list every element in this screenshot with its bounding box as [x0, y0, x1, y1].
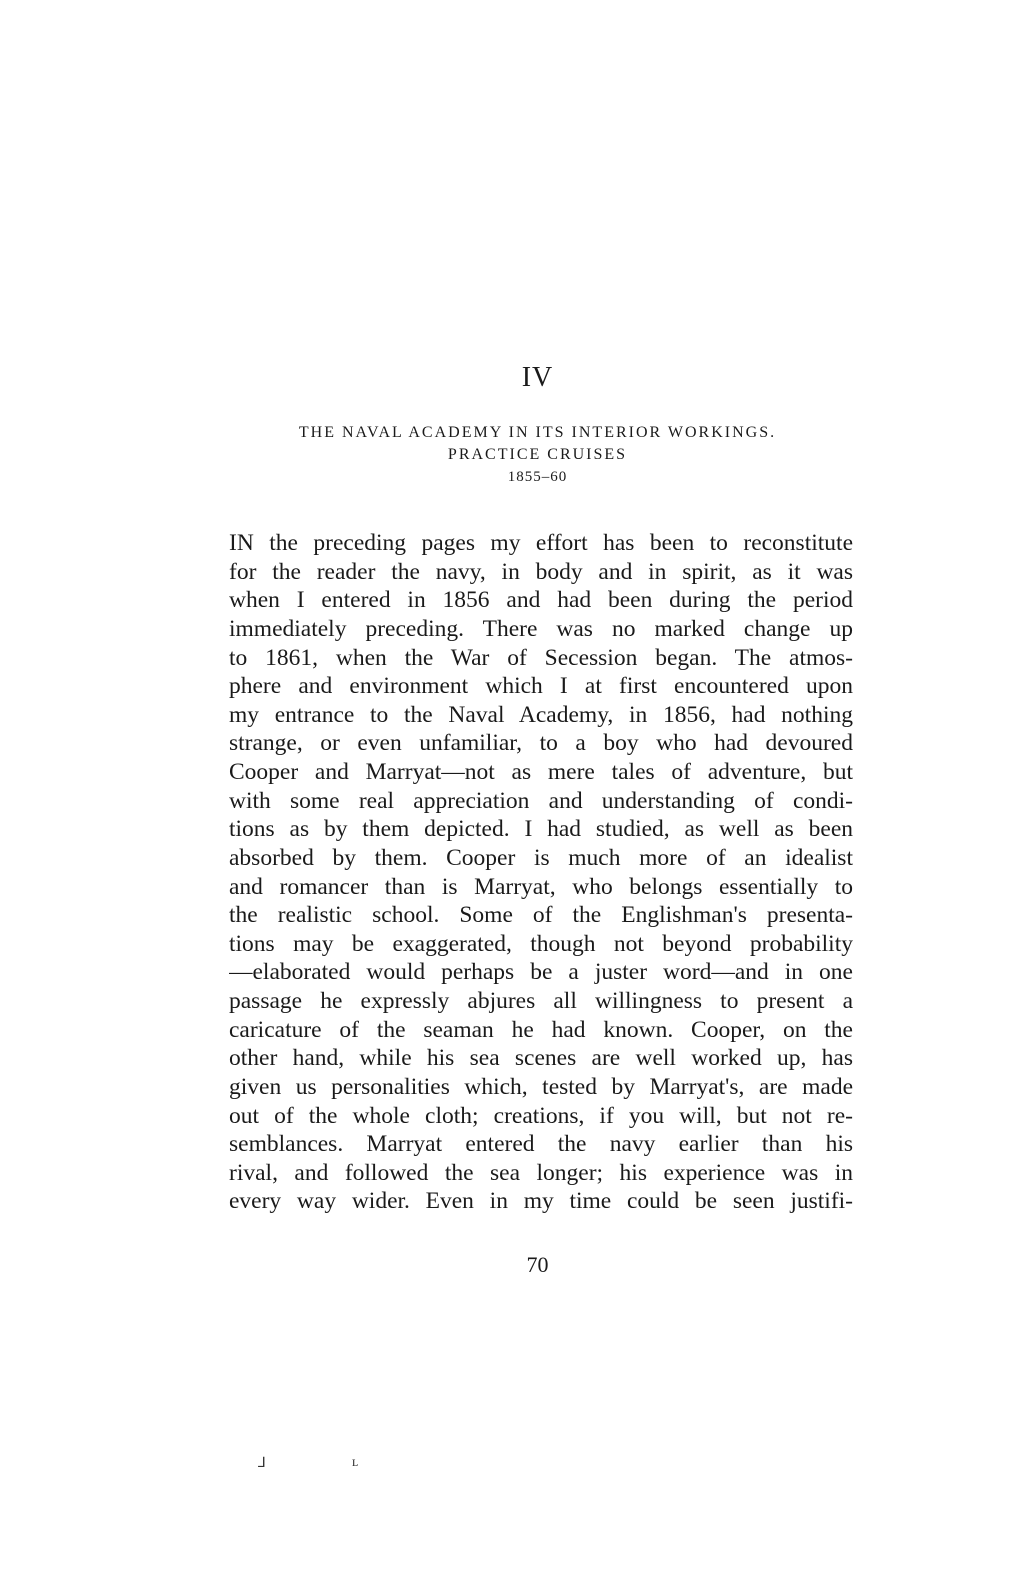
- text-line: strange, or even unfamiliar, to a boy who had devoured: [229, 730, 853, 757]
- chapter-title-line-1: THE NAVAL ACADEMY IN ITS INTERIOR WORKINGS.: [298, 424, 777, 441]
- text-line: every way wider. Even in my time could be seen justifi-: [229, 1188, 853, 1215]
- text-line: phere and environment which I at first encountered upon: [229, 673, 853, 700]
- text-line: tions may be exaggerated, though not beyond probability: [229, 930, 853, 957]
- text-line: rival, and followed the sea longer; his experience was in: [229, 1159, 853, 1186]
- text-line: other hand, while his sea scenes are well worked up, has: [229, 1045, 853, 1072]
- chapter-dates: 1855–60: [507, 469, 568, 485]
- text-line: caricature of the seaman he had known. Cooper, on the: [229, 1016, 853, 1043]
- chapter-title-line-2: PRACTICE CRUISES: [447, 446, 628, 463]
- text-line: and romancer than is Marryat, who belongs essentially to: [229, 873, 853, 900]
- text-line: immediately preceding. There was no marked change up: [229, 615, 853, 642]
- text-line: semblances. Marryat entered the navy earlier than his: [229, 1131, 853, 1158]
- text-line: the realistic school. Some of the Englishman's presenta-: [229, 902, 853, 929]
- text-line: IN the preceding pages my effort has been to reconstitute: [229, 530, 853, 556]
- chapter-number: IV: [521, 362, 554, 393]
- chapter-title: [0, 422, 1015, 488]
- footer-mark: ʟ: [352, 1455, 359, 1470]
- text-line: out of the whole cloth; creations, if you will, but not re-: [229, 1102, 853, 1129]
- text-line: tions as by them depicted. I had studied, as well as been: [229, 816, 853, 843]
- text-line: to 1861, when the War of Secession began. The atmos-: [229, 644, 853, 671]
- page-number: 70: [526, 1252, 549, 1277]
- text-line: Cooper and Marryat—not as mere tales of adventure, but: [229, 759, 853, 785]
- text-line: with some real appreciation and understanding of condi-: [229, 787, 853, 814]
- text-line: for the reader the navy, in body and in spirit, as it was: [229, 558, 853, 585]
- body-paragraph: [229, 529, 853, 1216]
- text-line: given us personalities which, tested by Marryat's, are made: [229, 1073, 853, 1100]
- text-line: when I entered in 1856 and had been during the period: [229, 587, 853, 614]
- footer-mark: ⅃: [258, 1456, 266, 1471]
- text-line: passage he expressly abjures all willingness to present a: [229, 988, 853, 1014]
- text-line: absorbed by them. Cooper is much more of an idealist: [229, 844, 853, 871]
- text-line: —elaborated would perhaps be a juster word—and in one: [229, 959, 853, 986]
- text-line: my entrance to the Naval Academy, in 1856, had nothing: [229, 701, 853, 728]
